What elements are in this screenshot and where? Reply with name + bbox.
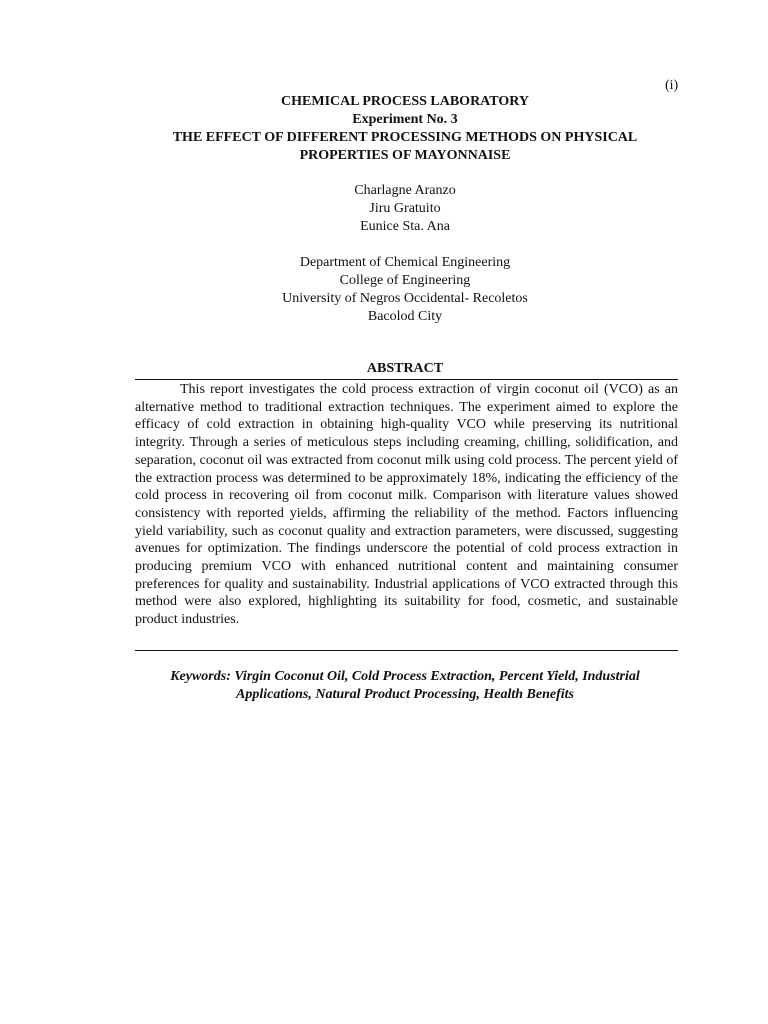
title-line-1: THE EFFECT OF DIFFERENT PROCESSING METHODS ON PHYSICAL <box>172 130 638 145</box>
abstract-heading: ABSTRACT <box>366 361 444 376</box>
keywords-line-1: Keywords: Virgin Coconut Oil, Cold Process Extraction, Percent Yield, Industrial <box>170 669 640 684</box>
author-name: Eunice Sta. Ana <box>360 219 450 234</box>
department: Department of Chemical Engineering <box>299 255 511 270</box>
page-number: (i) <box>665 78 679 93</box>
document-header <box>130 93 680 165</box>
authors-block <box>130 182 680 236</box>
college: College of Engineering <box>339 273 471 288</box>
lab-name: CHEMICAL PROCESS LABORATORY <box>281 94 529 109</box>
keywords-block <box>130 668 680 704</box>
affiliation-block <box>130 254 680 326</box>
city: Bacolod City <box>367 309 443 324</box>
university: University of Negros Occidental- Recoletos <box>282 291 528 306</box>
experiment-number: Experiment No. 3 <box>352 112 458 127</box>
abstract-bottom-rule <box>135 650 678 651</box>
abstract-text: This report investigates the cold process extraction of virgin coconut oil (VCO) as an alternative method to traditional extraction techniques. The experiment aimed to explore the efficacy of cold extraction in obtaining high-quality VCO while preserving its nutritional integrity. Through a series of meticulous steps including creaming, chilling, solidification, and separation, coconut oil was extracted from coconut milk using cold process. The percent yield of the extraction process was determined to be approximately 18%, indicating the efficiency of the cold process in recovering oil from coconut milk. Comparison with literature values showed consistency with reported yields, affirming the reliability of the method. Factors influencing yield variability, such as coconut quality and extraction parameters, were discussed, suggesting avenues for optimization. The findings underscore the potential of cold process extraction in producing premium VCO with enhanced nutritional content and maintaining consumer preferences for quality and sustainability. Industrial applications of VCO extracted through this method were also explored, highlighting its suitability for food, cosmetic, and sustainable product industries. <box>135 382 678 628</box>
keywords-line-2: Applications, Natural Product Processing, Health Benefits <box>236 687 574 702</box>
title-line-2: PROPERTIES OF MAYONNAISE <box>299 148 511 163</box>
author-name: Charlagne Aranzo <box>354 183 456 198</box>
abstract-top-rule <box>135 379 678 380</box>
author-name: Jiru Gratuito <box>369 201 441 216</box>
